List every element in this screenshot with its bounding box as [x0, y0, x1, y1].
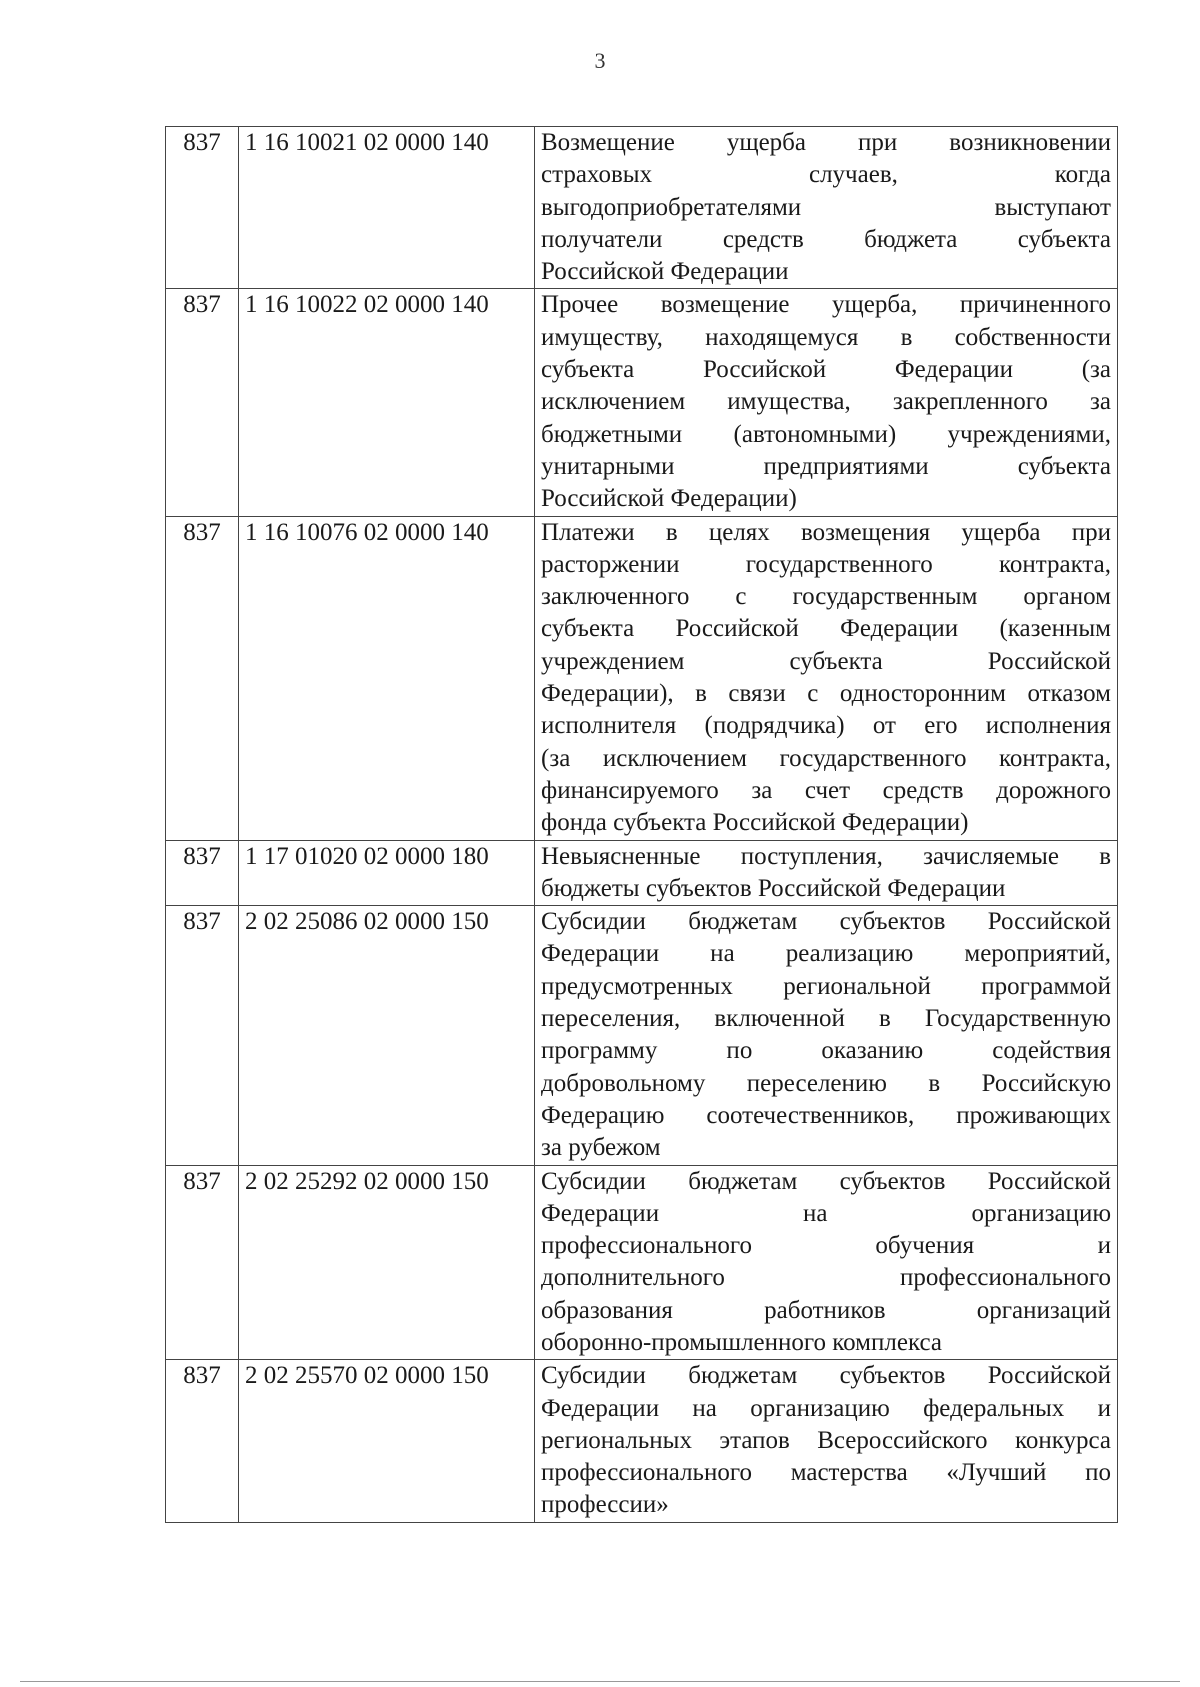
description-cell — [535, 289, 1118, 516]
description-line: (за исключением государственного контракта, — [541, 744, 1111, 772]
description-line: бюджетными (автономными) учреждениями, — [541, 420, 1111, 448]
description-line: Федерации на организацию федеральных и — [541, 1394, 1111, 1422]
description-line: за рубежом — [541, 1134, 661, 1162]
description-line: Федерации на реализацию мероприятий, — [541, 940, 1111, 968]
table-body — [166, 127, 1118, 1523]
description-line: оборонно-промышленного комплекса — [541, 1328, 942, 1356]
kbk-code-cell: 1 17 01020 02 0000 180 — [239, 840, 535, 906]
description-line: профессионального мастерства «Лучший по — [541, 1459, 1111, 1487]
description-line: Федерации), в связи с односторонним отказом — [541, 680, 1111, 708]
table-row — [166, 289, 1118, 516]
kbk-code-cell: 1 16 10076 02 0000 140 — [239, 516, 535, 840]
description-line: Федерации на организацию — [541, 1199, 1111, 1227]
description-line: фонда субъекта Российской Федерации) — [541, 809, 969, 837]
description-line: субъекта Российской Федерации (казенным — [541, 615, 1111, 643]
admin-code-cell: 837 — [166, 1360, 239, 1522]
table-row — [166, 127, 1118, 289]
page-number: 3 — [594, 48, 606, 73]
description-line: переселения, включенной в Государственную — [541, 1005, 1111, 1033]
description-line: Возмещение ущерба при возникновении — [541, 129, 1111, 156]
table-row — [166, 1360, 1118, 1522]
budget-codes-table — [165, 126, 1118, 1523]
description-line: унитарными предприятиями субъекта — [541, 452, 1111, 480]
description-line: субъекта Российской Федерации (за — [541, 356, 1111, 384]
kbk-code-cell: 2 02 25086 02 0000 150 — [239, 906, 535, 1165]
description-line: региональных этапов Всероссийского конкурса — [541, 1426, 1111, 1454]
description-cell — [535, 127, 1118, 289]
description-line: исключением имущества, закрепленного за — [541, 388, 1111, 416]
kbk-code-cell: 1 16 10022 02 0000 140 — [239, 289, 535, 516]
admin-code-cell: 837 — [166, 906, 239, 1165]
description-line: Субсидии бюджетам субъектов Российской — [541, 1362, 1111, 1390]
description-line: Невыясненные поступления, зачисляемые в — [541, 842, 1111, 870]
page-bottom-rule — [20, 1681, 1180, 1682]
description-line: профессионального обучения и — [541, 1232, 1111, 1260]
description-cell — [535, 516, 1118, 840]
description-line: бюджеты субъектов Российской Федерации — [541, 874, 1006, 902]
description-line: Платежи в целях возмещения ущерба при — [541, 518, 1111, 546]
table-row — [166, 1165, 1118, 1360]
description-line: исполнителя (подрядчика) от его исполнения — [541, 712, 1111, 740]
description-line: образования работников организаций — [541, 1296, 1111, 1324]
admin-code-cell: 837 — [166, 289, 239, 516]
description-line: Субсидии бюджетам субъектов Российской — [541, 1167, 1111, 1195]
description-line: Федерацию соотечественников, проживающих — [541, 1101, 1111, 1129]
description-cell — [535, 1165, 1118, 1360]
description-line: имуществу, находящемуся в собственности — [541, 323, 1111, 351]
description-line: профессии» — [541, 1491, 669, 1519]
admin-code-cell: 837 — [166, 1165, 239, 1360]
kbk-code-cell: 2 02 25292 02 0000 150 — [239, 1165, 535, 1360]
description-line: Российской Федерации — [541, 258, 789, 286]
description-line: предусмотренных региональной программой — [541, 972, 1111, 1000]
table-row — [166, 840, 1118, 906]
description-line: дополнительного профессионального — [541, 1264, 1111, 1292]
description-cell — [535, 1360, 1118, 1522]
description-line: получатели средств бюджета субъекта — [541, 225, 1111, 253]
table-row — [166, 516, 1118, 840]
description-cell — [535, 906, 1118, 1165]
description-line: Субсидии бюджетам субъектов Российской — [541, 908, 1111, 936]
description-line: расторжении государственного контракта, — [541, 550, 1111, 578]
kbk-code-cell: 1 16 10021 02 0000 140 — [239, 127, 535, 289]
description-line: финансируемого за счет средств дорожного — [541, 776, 1111, 804]
description-line: добровольному переселению в Российскую — [541, 1069, 1111, 1097]
admin-code-cell: 837 — [166, 127, 239, 289]
admin-code-cell: 837 — [166, 516, 239, 840]
table-row — [166, 906, 1118, 1165]
description-line: учреждением субъекта Российской — [541, 647, 1111, 675]
kbk-code-cell: 2 02 25570 02 0000 150 — [239, 1360, 535, 1522]
description-line: заключенного с государственным органом — [541, 583, 1111, 611]
description-line: выгодоприобретателями выступают — [541, 193, 1111, 221]
description-line: страховых случаев, когда — [541, 161, 1111, 189]
description-line: Прочее возмещение ущерба, причиненного — [541, 291, 1111, 319]
description-cell — [535, 840, 1118, 906]
description-line: Российской Федерации) — [541, 485, 797, 513]
admin-code-cell: 837 — [166, 840, 239, 906]
description-line: программу по оказанию содействия — [541, 1037, 1111, 1065]
